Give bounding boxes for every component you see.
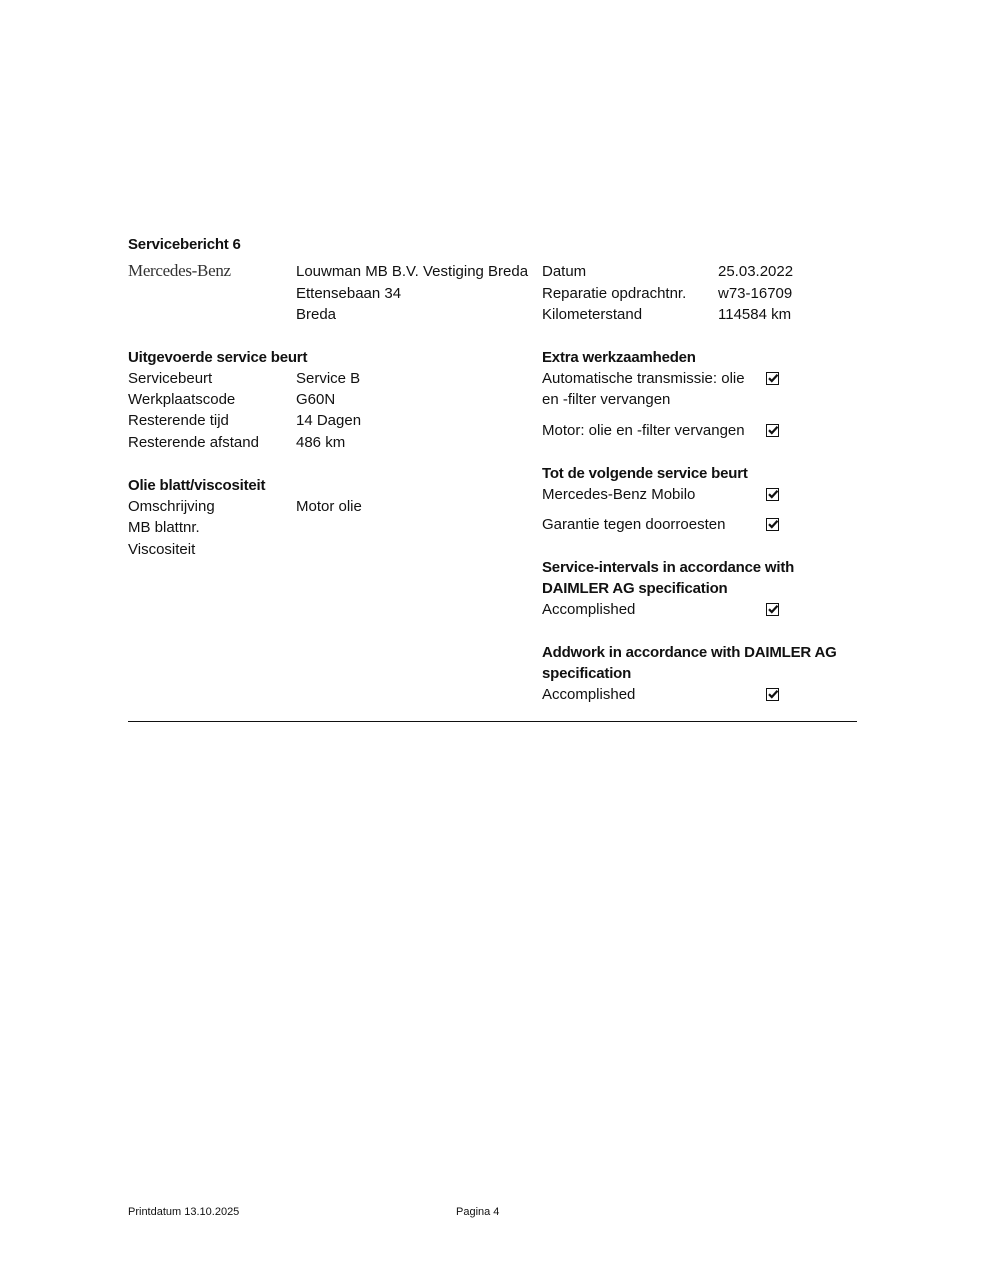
footer-page-number: Pagina 4 <box>456 1206 500 1218</box>
meta-label-order: Reparatie opdrachtnr. <box>542 285 687 302</box>
service-value: G60N <box>296 391 336 408</box>
next-item-label: Mercedes-Benz Mobilo <box>542 486 696 503</box>
extra-item-label: en -filter vervangen <box>542 391 671 408</box>
oil-label: Omschrijving <box>128 498 215 515</box>
service-label: Servicebeurt <box>128 370 213 387</box>
section-divider <box>128 721 857 722</box>
service-heading: Uitgevoerde service beurt <box>128 349 308 366</box>
footer-printdate: Printdatum 13.10.2025 <box>128 1206 240 1218</box>
addwork-heading: specification <box>542 665 632 682</box>
extra-item-label: Motor: olie en -filter vervangen <box>542 422 745 439</box>
service-value: Service B <box>296 370 361 387</box>
checkbox-checked-icon <box>766 603 779 616</box>
next-heading: Tot de volgende service beurt <box>542 465 748 482</box>
dealer-street: Ettensebaan 34 <box>296 285 402 302</box>
checkbox-checked-icon <box>766 372 779 385</box>
extra-heading: Extra werkzaamheden <box>542 349 696 366</box>
oil-heading: Olie blatt/viscositeit <box>128 477 266 494</box>
addwork-item-label: Accomplished <box>542 686 636 703</box>
checkbox-checked-icon <box>766 518 779 531</box>
service-label: Resterende afstand <box>128 434 259 451</box>
checkbox-checked-icon <box>766 424 779 437</box>
checkbox-checked-icon <box>766 488 779 501</box>
dealer-city: Breda <box>296 306 337 323</box>
intervals-item-label: Accomplished <box>542 601 636 618</box>
meta-label-date: Datum <box>542 263 587 280</box>
oil-value: Motor olie <box>296 498 362 515</box>
service-value: 14 Dagen <box>296 412 362 429</box>
service-label: Werkplaatscode <box>128 391 236 408</box>
oil-label: MB blattnr. <box>128 519 200 536</box>
service-value: 486 km <box>296 434 346 451</box>
meta-value-date: 25.03.2022 <box>718 263 794 280</box>
extra-item-label: Automatische transmissie: olie <box>542 370 745 387</box>
meta-label-mileage: Kilometerstand <box>542 306 643 323</box>
intervals-heading: DAIMLER AG specification <box>542 580 728 597</box>
intervals-heading: Service-intervals in accordance with <box>542 559 795 576</box>
next-item-label: Garantie tegen doorroesten <box>542 516 726 533</box>
service-label: Resterende tijd <box>128 412 229 429</box>
checkbox-checked-icon <box>766 688 779 701</box>
addwork-heading: Addwork in accordance with DAIMLER AG <box>542 644 837 661</box>
meta-value-order: w73-16709 <box>718 285 793 302</box>
dealer-name: Louwman MB B.V. Vestiging Breda <box>296 263 529 280</box>
oil-label: Viscositeit <box>128 541 196 558</box>
brand-logo-text: Mercedes-Benz <box>128 261 231 280</box>
meta-value-mileage: 114584 km <box>718 306 792 323</box>
page-title: Servicebericht 6 <box>128 236 241 253</box>
